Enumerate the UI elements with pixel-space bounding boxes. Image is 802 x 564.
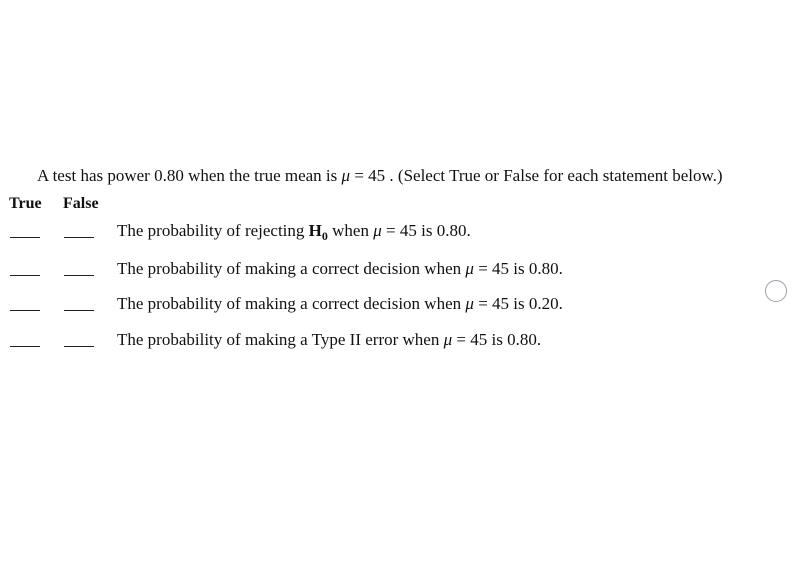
statement-text-4: The probability of making a Type II error when μ = 45 is 0.80. [117, 330, 542, 349]
true-blank-1[interactable] [10, 237, 40, 238]
statement-row-4 [0, 330, 802, 360]
true-blank-2[interactable] [10, 275, 40, 276]
true-blank-3[interactable] [10, 310, 40, 311]
statement-row-2 [0, 259, 802, 289]
question-prompt [37, 166, 723, 186]
statement-text-3: The probability of making a correct decision when μ = 45 is 0.20. [117, 294, 563, 313]
prompt-equation: = 45 . [350, 166, 398, 185]
mu-symbol: μ [465, 259, 474, 278]
statement-text-1: The probability of rejecting $H_0$ when μ = 45 is 0.80. [117, 221, 471, 243]
true-column-header: True [9, 195, 42, 212]
false-blank-3[interactable] [64, 310, 94, 311]
prompt-power-value: 0.80 [154, 166, 184, 185]
true-blank-4[interactable] [10, 346, 40, 347]
prompt-text-middle: when the true mean is [183, 166, 342, 185]
false-blank-2[interactable] [64, 275, 94, 276]
mu-symbol: μ [341, 166, 351, 185]
statement-row-1 [0, 221, 802, 251]
mu-symbol: μ [373, 221, 382, 240]
h-subscript: 0 [321, 229, 328, 243]
false-blank-1[interactable] [64, 237, 94, 238]
radio-circle-icon[interactable] [765, 280, 787, 302]
mu-symbol: μ [443, 330, 453, 349]
mu-symbol: μ [465, 294, 474, 313]
prompt-instruction: (Select True or False for each statement below.) [397, 166, 723, 185]
statement-row-3 [0, 294, 802, 324]
statement-text-2: The probability of making a correct decision when μ = 45 is 0.80. [117, 259, 563, 278]
false-blank-4[interactable] [64, 346, 94, 347]
prompt-text: A test has power [37, 166, 155, 185]
false-column-header: False [63, 195, 99, 212]
h-symbol: H [308, 221, 322, 240]
